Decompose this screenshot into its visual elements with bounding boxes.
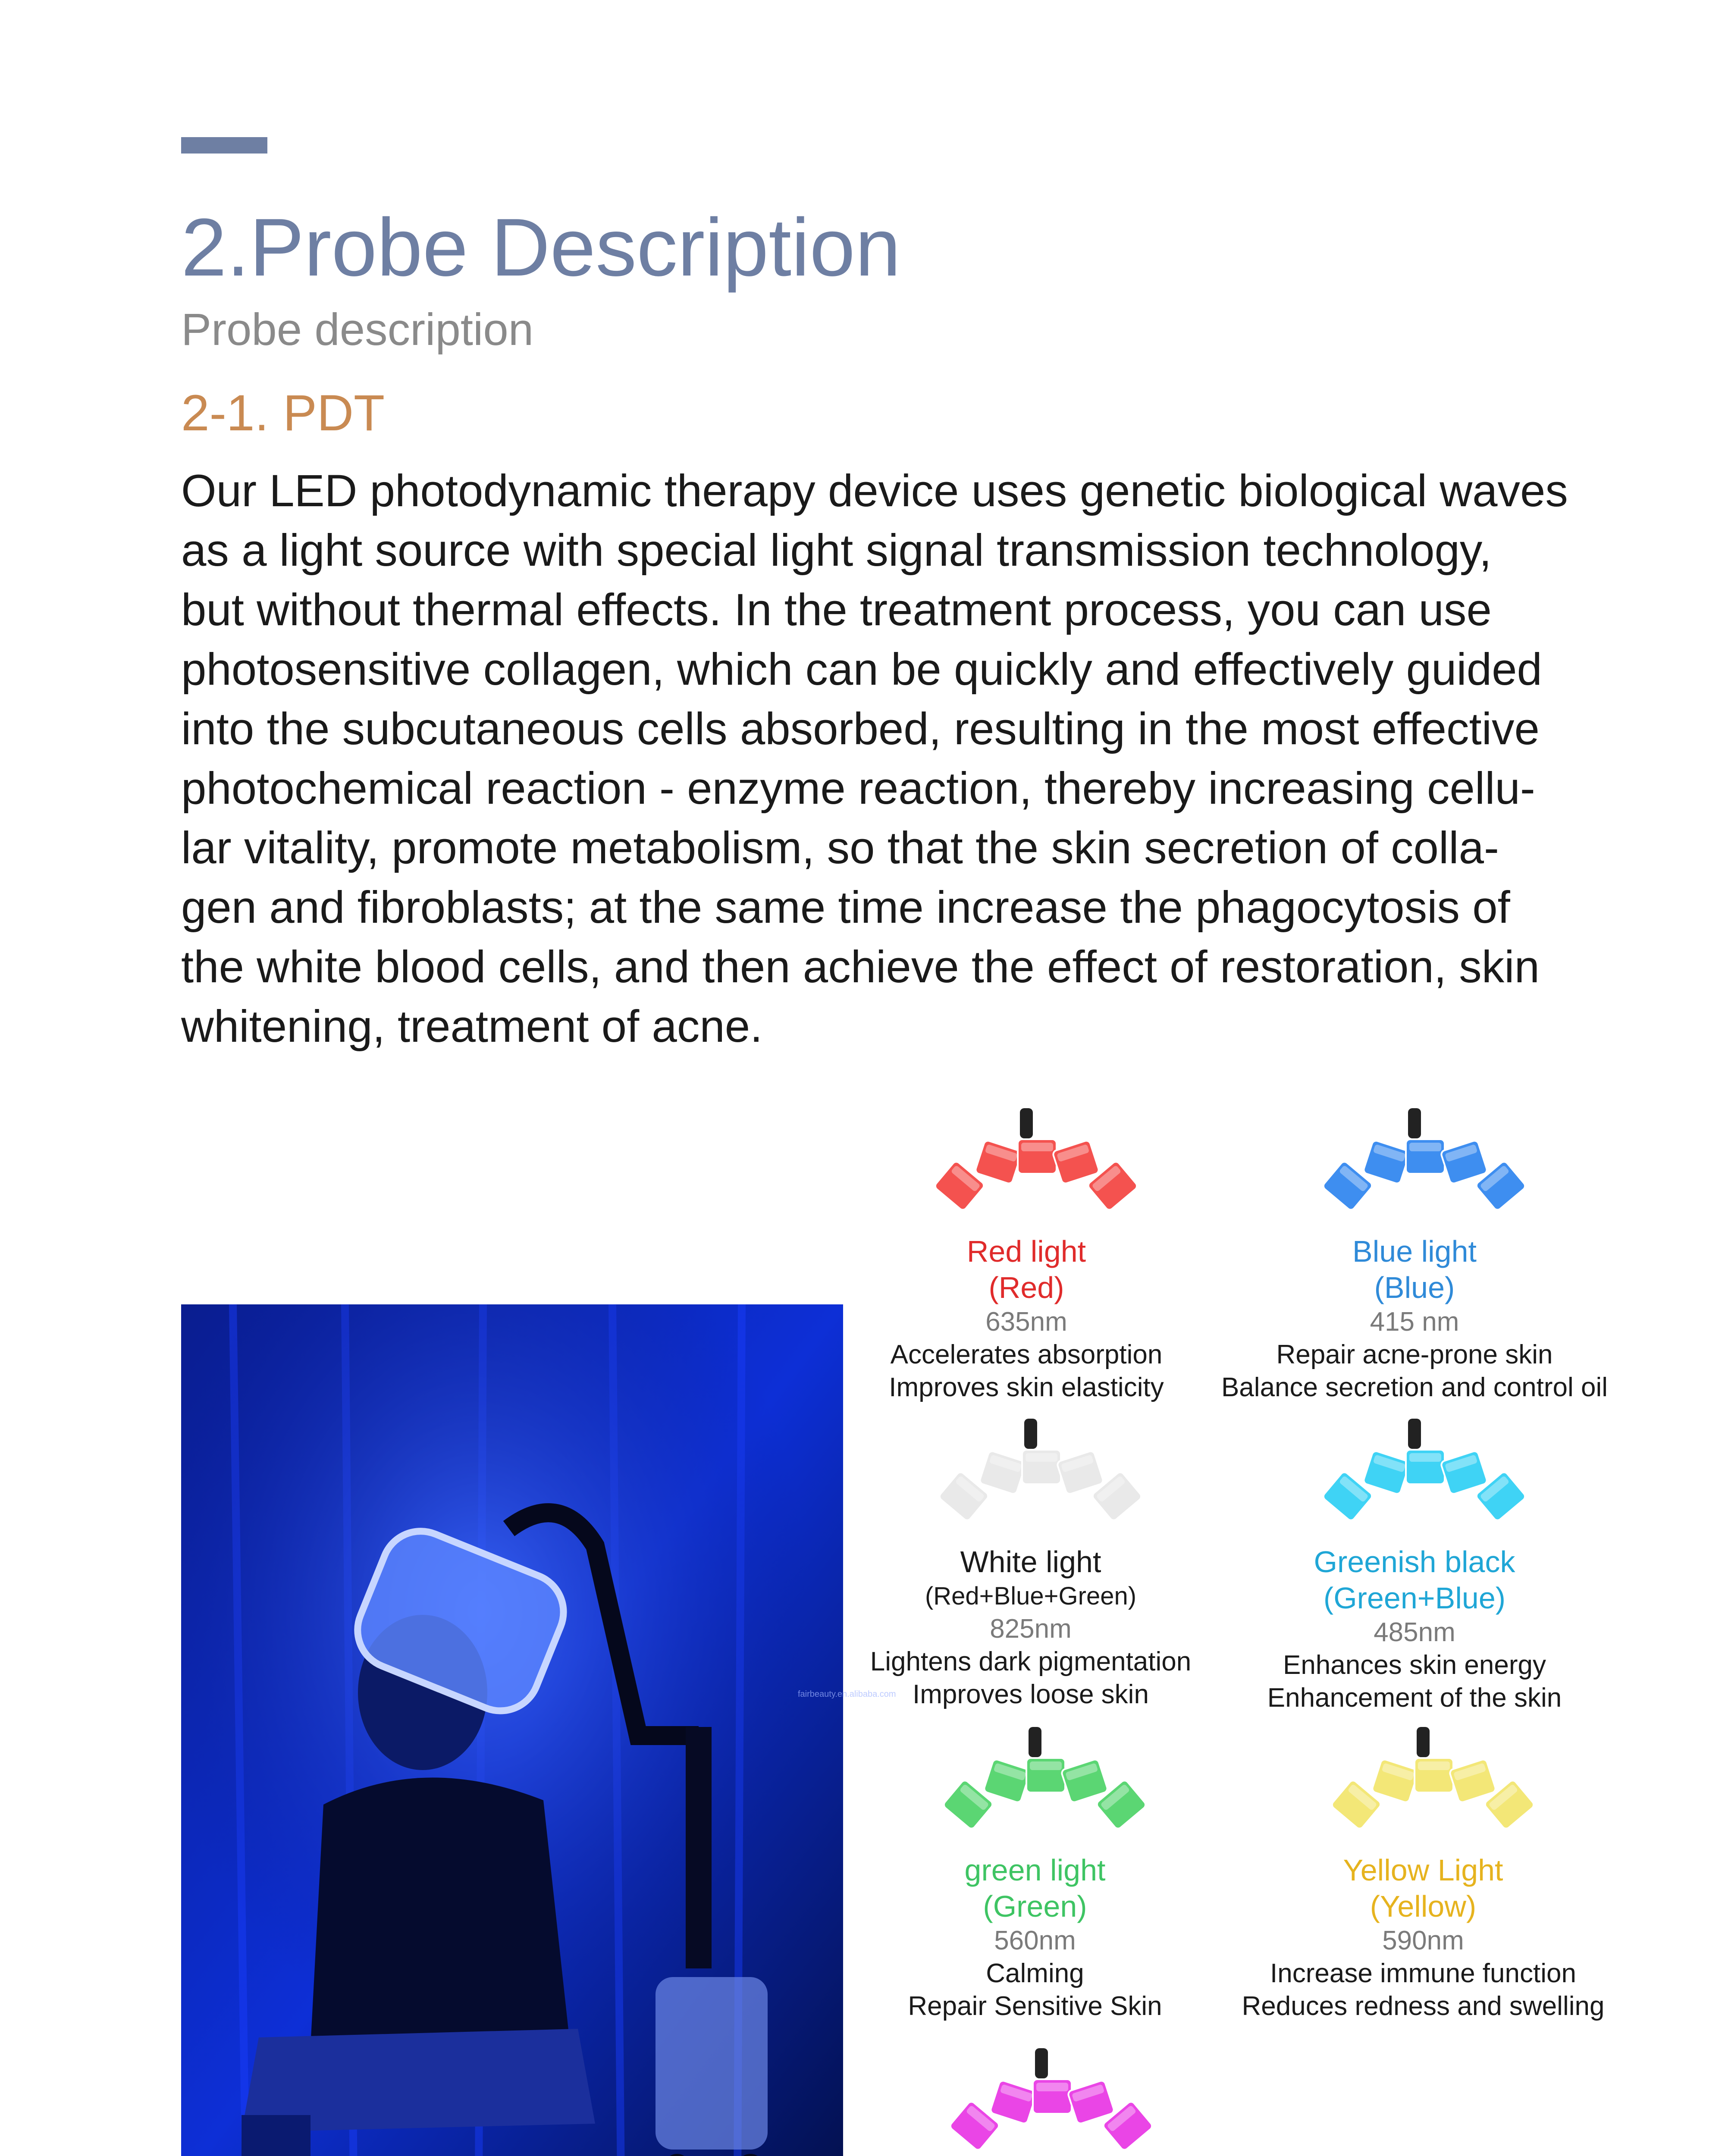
intro-line: Our LED photodynamic therapy device uses genetic biological waves	[181, 466, 1568, 516]
intro-line: photosensitive collagen, which can be quickly and effectively guided	[181, 644, 1542, 695]
blue-probe-icon	[1199, 1104, 1630, 1233]
probe-desc: Repair Sensitive Skin	[908, 1991, 1162, 2021]
probe-desc: Lightens dark pigmentation	[870, 1647, 1192, 1677]
intro-line: photochemical reaction - enzyme reaction, thereby increasing cellu-	[181, 763, 1535, 814]
intro-line: gen and fibroblasts; at the same time increase the phagocytosis of	[181, 882, 1510, 933]
probe-card-white	[815, 1414, 1246, 1711]
probe-sub: (Red)	[988, 1271, 1064, 1304]
probe-card-red	[811, 1104, 1242, 1404]
probe-name: Red light	[966, 1235, 1086, 1268]
probe-name: Greenish black	[1314, 1545, 1515, 1579]
probe-desc: Repair acne-prone skin	[1276, 1340, 1553, 1369]
photo-watermark: fairbeauty.en.alibaba.com	[798, 1689, 896, 1699]
intro-line: the white blood cells, and then achieve the effect of restoration, skin	[181, 942, 1540, 992]
intro-line: into the subcutaneous cells absorbed, resulting in the most effective	[181, 704, 1540, 754]
probe-desc: Improves loose skin	[913, 1680, 1149, 1709]
probe-name: Blue light	[1352, 1235, 1477, 1268]
probe-card-yellow	[1208, 1723, 1639, 2023]
probe-sub: (Yellow)	[1370, 1890, 1477, 1923]
page-title: 2.Probe Description	[181, 202, 901, 293]
title-accent-bar	[181, 137, 267, 154]
probe-desc: Enhancement of the skin	[1267, 1683, 1562, 1713]
intro-line: lar vitality, promote metabolism, so that the skin secretion of colla-	[181, 823, 1499, 873]
treatment-photo	[181, 1304, 896, 2156]
probe-card-green	[819, 1723, 1251, 2023]
probe-wavelength: 635nm	[985, 1307, 1067, 1337]
probe-name: White light	[960, 1545, 1101, 1579]
probe-desc: Calming	[986, 1959, 1084, 1988]
probe-wavelength: 590nm	[1382, 1926, 1464, 1955]
probe-desc: Enhances skin energy	[1283, 1650, 1546, 1680]
cyan-probe-icon	[1199, 1414, 1630, 1544]
intro-line: as a light source with special light signal transmission technology,	[181, 525, 1492, 576]
intro-line: whitening, treatment of acne.	[181, 1001, 763, 1052]
white-probe-icon	[815, 1414, 1246, 1544]
probe-wavelength: 560nm	[994, 1926, 1076, 1955]
probe-desc: Accelerates absorption	[890, 1340, 1163, 1369]
probe-desc: Improves skin elasticity	[889, 1373, 1164, 1402]
page-subtitle: Probe description	[181, 304, 534, 355]
probe-sub: (Green)	[983, 1890, 1087, 1923]
probe-wavelength: 825nm	[990, 1614, 1072, 1644]
yellow-probe-icon	[1208, 1723, 1639, 1852]
probe-card-greenish-black	[1199, 1414, 1630, 1714]
probe-card-purple	[826, 2044, 1257, 2156]
probe-wavelength: 485nm	[1374, 1617, 1455, 1647]
probe-sub: (Red+Blue+Green)	[925, 1582, 1137, 1610]
probe-sub: (Green+Blue)	[1323, 1581, 1506, 1615]
intro-line: but without thermal effects. In the treatment process, you can use	[181, 585, 1492, 635]
purple-probe-icon	[826, 2044, 1257, 2156]
probe-card-blue	[1199, 1104, 1630, 1404]
intro-paragraph	[181, 461, 1604, 1056]
section-heading: 2-1. PDT	[181, 385, 385, 442]
probe-desc: Balance secretion and control oil	[1221, 1373, 1608, 1402]
probe-sub: (Blue)	[1374, 1271, 1455, 1304]
red-probe-icon	[811, 1104, 1242, 1233]
green-probe-icon	[819, 1723, 1251, 1852]
probe-wavelength: 415 nm	[1370, 1307, 1459, 1337]
probe-desc: Increase immune function	[1270, 1959, 1576, 1988]
probe-name: Yellow Light	[1343, 1853, 1503, 1887]
probe-desc: Reduces redness and swelling	[1242, 1991, 1605, 2021]
probe-name: green light	[964, 1853, 1106, 1887]
